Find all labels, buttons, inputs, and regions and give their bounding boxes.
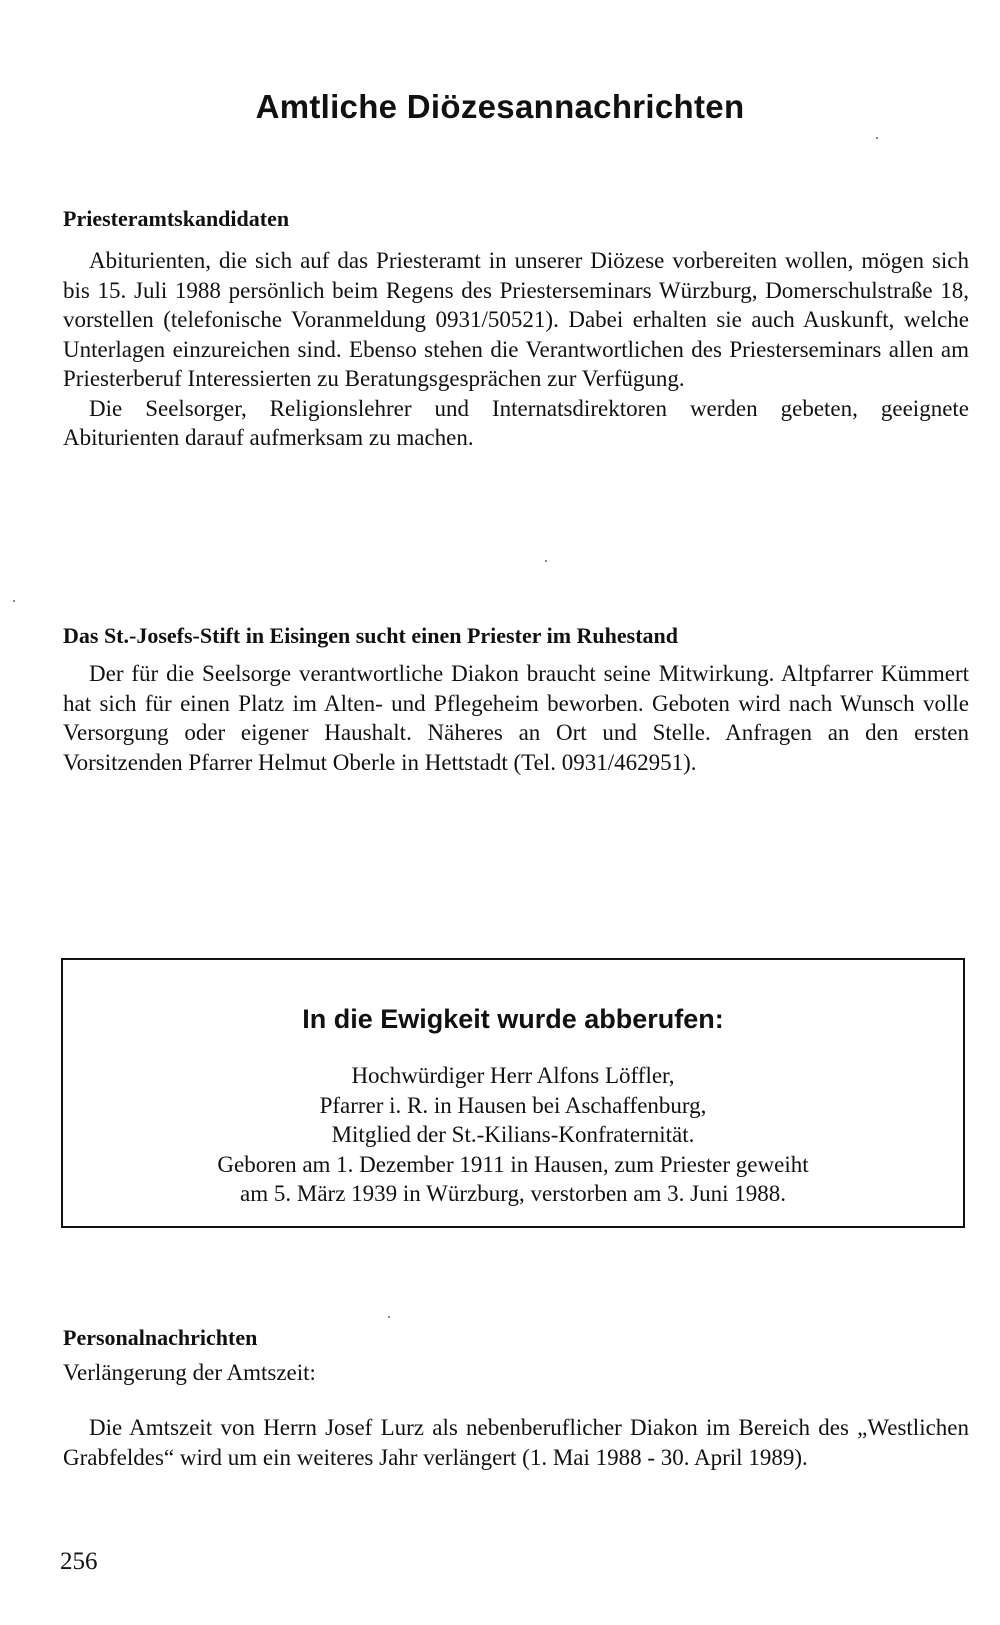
page-title: Amtliche Diözesannachrichten — [255, 88, 745, 125]
obituary-line: Hochwürdiger Herr Alfons Löffler, — [351, 1063, 675, 1088]
section-body-josefs-stift — [63, 659, 969, 777]
section-body-personalnachrichten — [63, 1413, 969, 1472]
obituary-text — [63, 1061, 963, 1209]
section-body-priesteramtskandidaten — [63, 246, 969, 453]
section-heading-personalnachrichten: Personalnachrichten — [63, 1325, 258, 1350]
scan-speck — [388, 1316, 390, 1318]
scan-speck — [545, 560, 547, 562]
obituary-line: am 5. März 1939 in Würzburg, verstorben am 3. Juni 1988. — [240, 1181, 786, 1206]
paragraph: Der für die Seelsorge verantwortliche Diakon braucht seine Mitwirkung. Altpfarrer Kümmert hat sich für einen Platz im Alten- und Pflegeheim beworben. Geboten wird nach Wunsch volle Versorgung oder eigener Haushalt. Näheres an Ort und Stelle. Anfragen an den ersten Vorsitzenden Pfarrer Helmut Oberle in Hettstadt (Tel. 0931/462951). — [63, 661, 969, 775]
paragraph: Die Seelsorger, Religionslehrer und Internatsdirektoren werden gebeten, geeignete Abiturienten darauf aufmerksam zu machen. — [63, 395, 969, 450]
paragraph: Die Amtszeit von Herrn Josef Lurz als nebenberuflicher Diakon im Bereich des „Westlichen Grabfeldes“ wird um ein weiteres Jahr verlängert (1. Mai 1988 - 30. April 1989). — [63, 1415, 969, 1470]
paragraph: Abiturienten, die sich auf das Priesteramt in unserer Diözese vorbereiten wollen, mögen sich bis 15. Juli 1988 persönlich beim Regens des Priesterseminars Würzburg, Domerschulstraße 18, vorstellen (telefonische Voranmeldung 0931/50521). Dabei erhalten sie auch Auskunft, welche Unterlagen einzureichen sind. Ebenso stehen die Verantwortlichen des Priesterseminars allen am Priesterberuf Interessierten zu Beratungsgesprächen zur Verfügung. — [63, 248, 969, 391]
obituary-line: Mitglied der St.-Kilians-Konfraternität. — [331, 1122, 695, 1147]
scan-speck — [876, 137, 878, 139]
section-subheading-amtszeit: Verlängerung der Amtszeit: — [63, 1360, 316, 1385]
section-heading-josefs-stift: Das St.-Josefs-Stift in Eisingen sucht einen Priester im Ruhestand — [63, 623, 679, 648]
section-heading-priesteramtskandidaten: Priesteramtskandidaten — [63, 206, 290, 231]
obituary-line: Pfarrer i. R. in Hausen bei Aschaffenburg, — [319, 1092, 707, 1118]
obituary-box — [61, 958, 965, 1228]
obituary-line: Geboren am 1. Dezember 1911 in Hausen, zum Priester geweiht — [217, 1151, 809, 1177]
page-number: 256 — [60, 1548, 98, 1575]
obituary-heading: In die Ewigkeit wurde abberufen: — [302, 1004, 724, 1034]
scan-speck — [13, 600, 15, 602]
